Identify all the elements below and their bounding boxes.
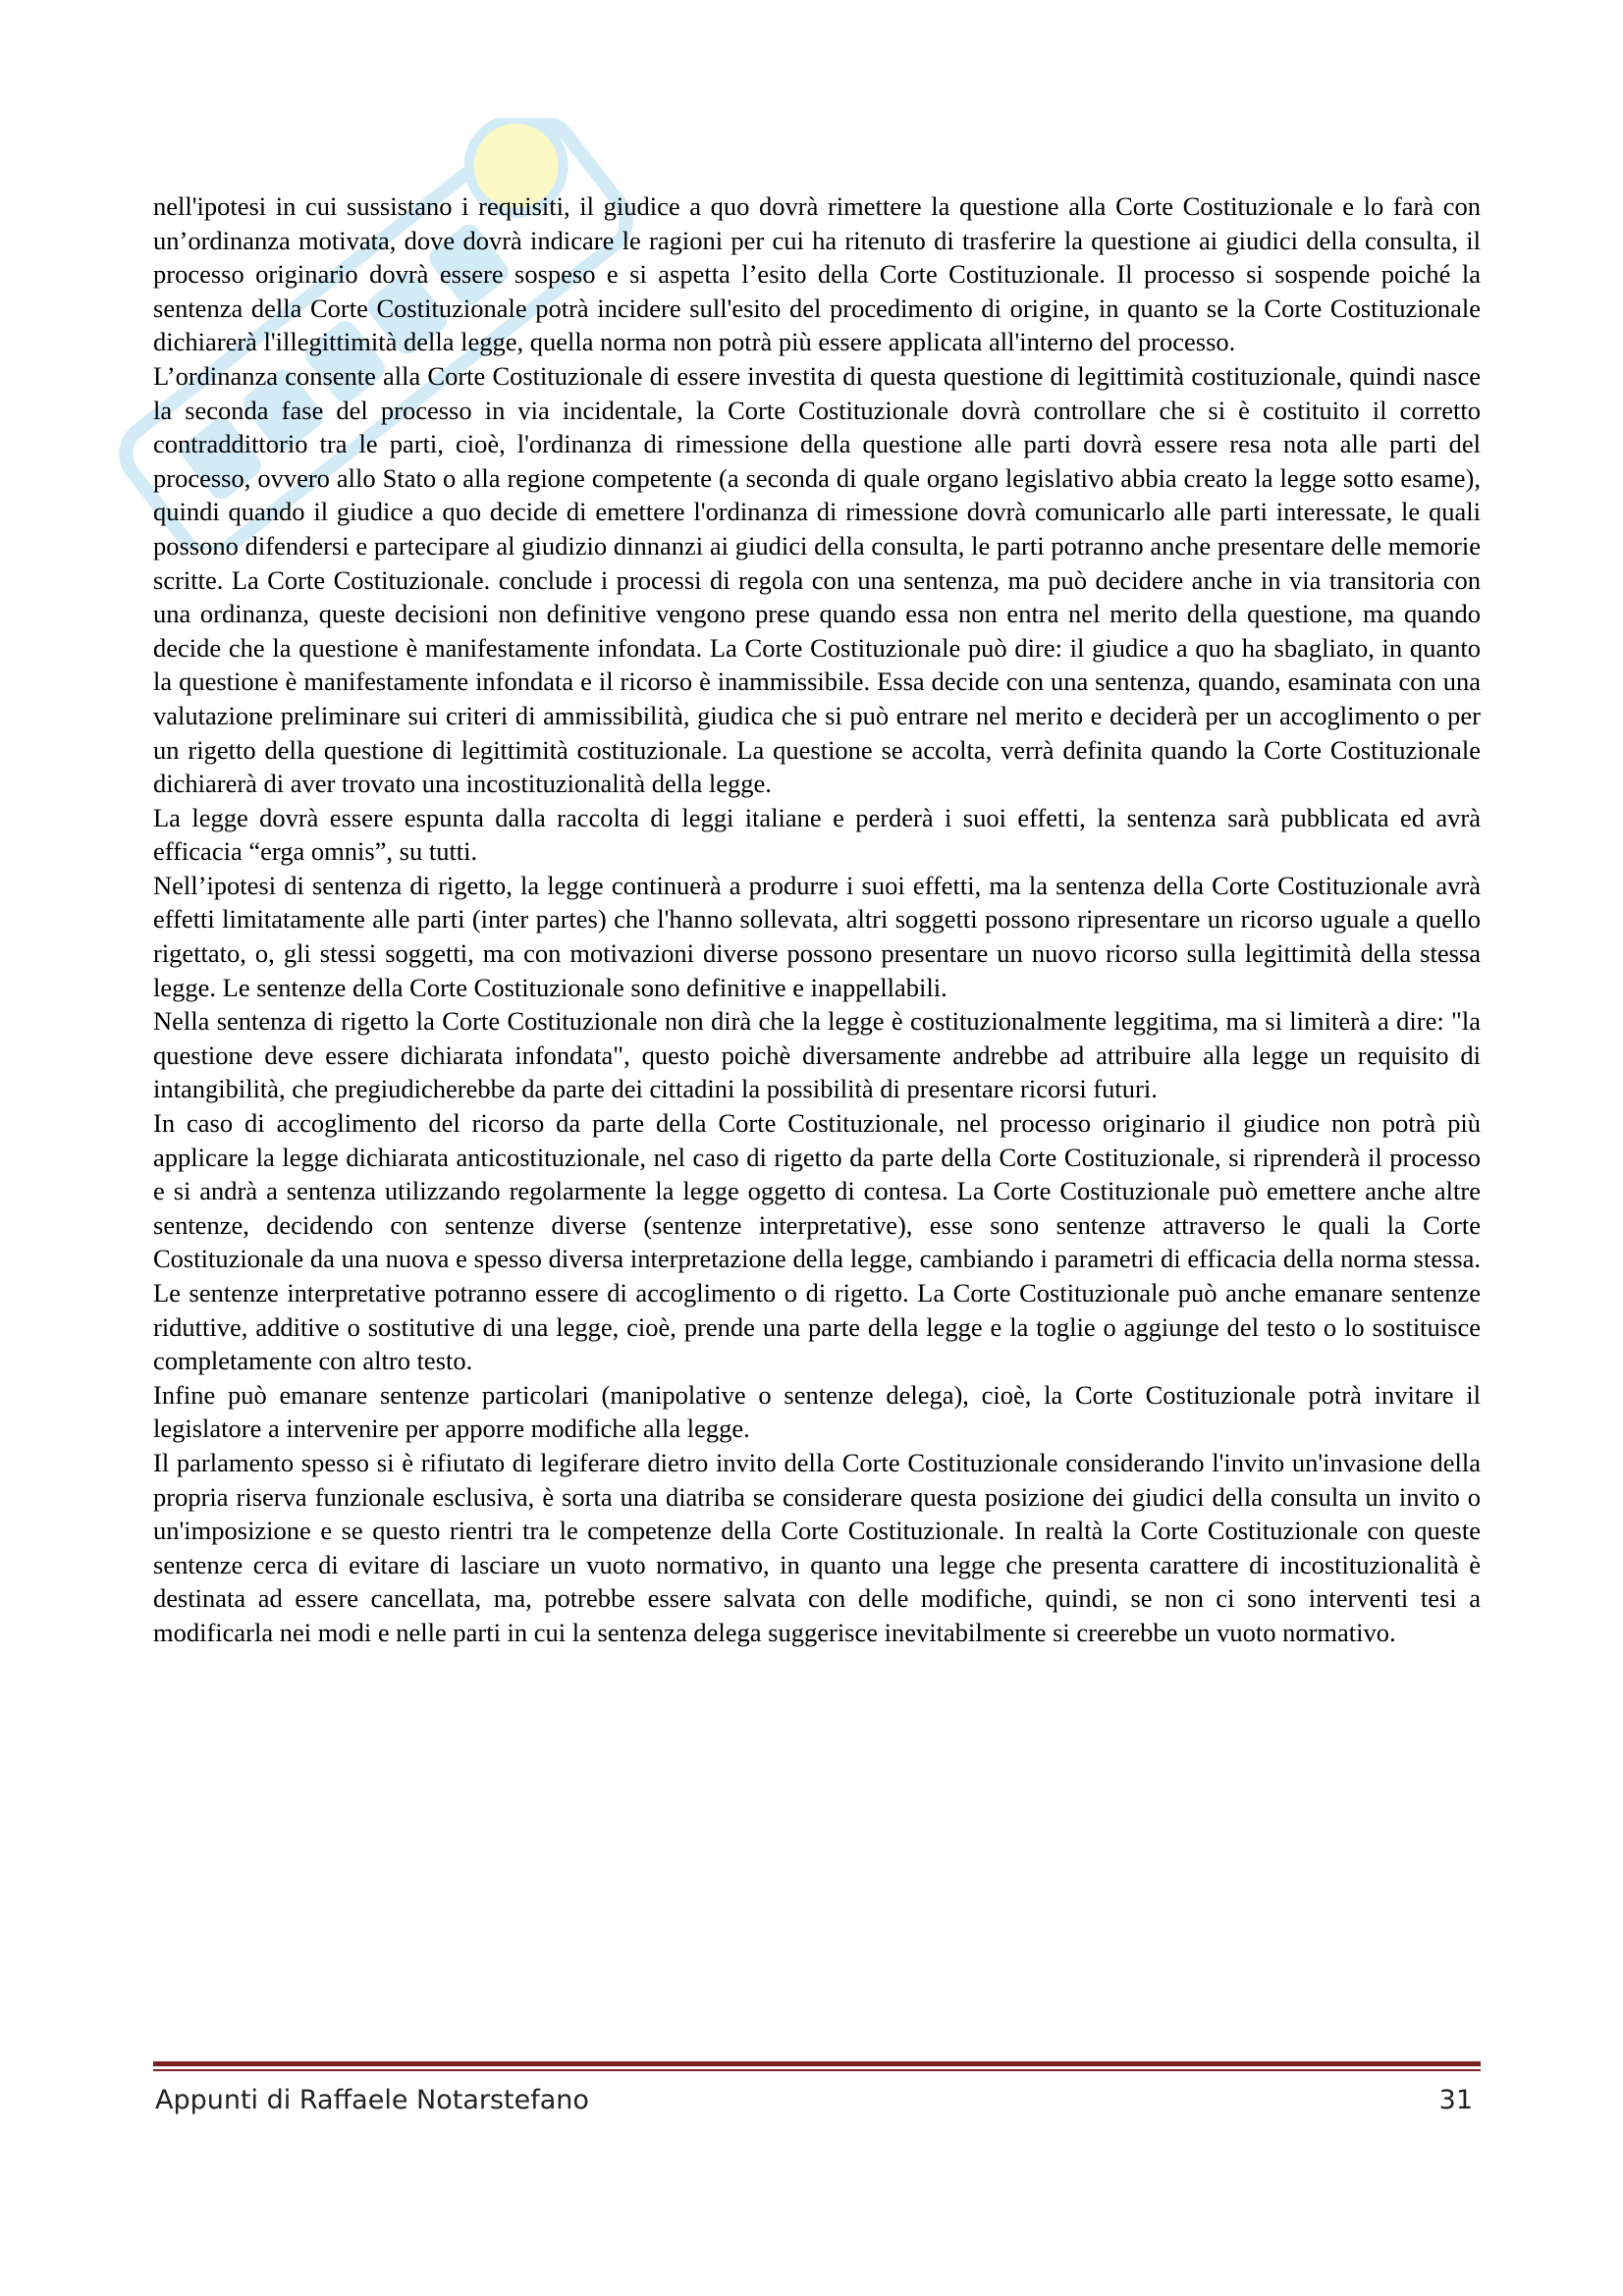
paragraph: Nella sentenza di rigetto la Corte Costituzionale non dirà che la legge è costituzionalmente leggitima, ma si limiterà a dire: "la questione deve essere dichiarata infondata", questo poichè diversamente andrebbe ad attribuire alla legge un requisito di intangibilità, che pregiudicherebbe da parte dei cittadini la possibilità di presentare ricorsi futuri. <box>153 1006 1481 1104</box>
paragraph: La legge dovrà essere espunta dalla raccolta di leggi italiane e perderà i suoi effetti, la sentenza sarà pubblicata ed avrà efficacia “erga omnis”, su tutti. <box>153 802 1481 867</box>
paragraph: Infine può emanare sentenze particolari (manipolative o sentenze delega), cioè, la Corte Costituzionale potrà invitare il legislatore a intervenire per apporre modifiche alla legge. <box>153 1379 1481 1444</box>
footer-divider-thin <box>153 2069 1481 2071</box>
paragraph: Il parlamento spesso si è rifiutato di legiferare dietro invito della Corte Costituzionale considerando l'invito un'invasione della propria riserva funzionale esclusiva, è sorta una diatriba se considerare questa posizione dei giudici della consulta un invito o un'imposizione e se questo rientri tra le competenze della Corte Costituzionale. In realtà la Corte Costituzionale con queste sentenze cerca di evitare di lasciare un vuoto normativo, in quanto una legge che presenta carattere di incostituzionalità è destinata ad essere cancellata, ma, potrebbe essere salvata con delle modifiche, quindi, se non ci sono interventi tesi a modificarla nei modi e nelle parti in cui la sentenza delega suggerisce inevitabilmente si creerebbe un vuoto normativo. <box>153 1447 1481 1647</box>
paragraph: L’ordinanza consente alla Corte Costituzionale di essere investita di questa questione di legittimità costituzionale, quindi nasce la seconda fase del processo in via incidentale, la Corte Costituzionale dovrà controllare che si è costituito il corretto contraddittorio tra le parti, cioè, l'ordinanza di rimessione della questione alle parti dovrà essere resa nota alle parti del processo, ovvero allo Stato o alla regione competente (a seconda di quale organo legislativo abbia creato la legge sotto esame), quindi quando il giudice a quo decide di emettere l'ordinanza di rimessione dovrà comunicarlo alle parti interessate, le quali possono difendersi e partecipare al giudizio dinnanzi ai giudici della consulta, le parti potranno anche presentare delle memorie scritte. La Corte Costituzionale. conclude i processi di regola con una sentenza, ma può decidere anche in via transitoria con una ordinanza, queste decisioni non definitive vengono prese quando essa non entra nel merito della questione, ma quando decide che la questione è manifestamente infondata. La Corte Costituzionale può dire: il giudice a quo ha sbagliato, in quanto la questione è manifestamente infondata e il ricorso è inammissibile. Essa decide con una sentenza, quando, esaminata con una valutazione preliminare sui criteri di ammissibilità, giudica che si può entrare nel merito e deciderà per un accoglimento o per un rigetto della questione di legittimità costituzionale. La questione se accolta, verrà definita quando la Corte Costituzionale dichiarerà di aver trovato una incostituzionalità della legge. <box>153 360 1481 799</box>
paragraph: Nell’ipotesi di sentenza di rigetto, la legge continuerà a produrre i suoi effetti, ma la sentenza della Corte Costituzionale avrà effetti limitatamente alle parti (inter partes) che l'hanno sollevata, altri soggetti possono ripresentare un ricorso uguale a quello rigettato, o, gli stessi soggetti, ma con motivazioni diverse possono presentare un nuovo ricorso sulla legittimità della stessa legge. Le sentenze della Corte Costituzionale sono definitive e inappellabili. <box>153 870 1481 1002</box>
page-footer <box>153 2081 1481 2120</box>
paragraph: nell'ipotesi in cui sussistano i requisiti, il giudice a quo dovrà rimettere la questione alla Corte Costituzionale e lo farà con un’ordinanza motivata, dove dovrà indicare le ragioni per cui ha ritenuto di trasferire la questione ai giudici della consulta, il processo originario dovrà essere sospeso e si aspetta l’esito della Corte Costituzionale. Il processo si sospende poiché la sentenza della Corte Costituzionale potrà incidere sull'esito del procedimento di origine, in quanto se la Corte Costituzionale dichiarerà l'illegittimità della legge, quella norma non potrà più essere applicata all'interno del processo. <box>153 191 1481 357</box>
footer-divider <box>153 2061 1481 2073</box>
footer-author: Appunti di Raffaele Notarstefano <box>155 2085 589 2115</box>
page-number: 31 <box>1438 2085 1473 2115</box>
footer-divider-thick <box>153 2061 1481 2066</box>
paragraph: In caso di accoglimento del ricorso da parte della Corte Costituzionale, nel processo originario il giudice non potrà più applicare la legge dichiarata anticostituzionale, nel caso di rigetto da parte della Corte Costituzionale, si riprenderà il processo e si andrà a sentenza utilizzando regolarmente la legge oggetto di contesa. La Corte Costituzionale può emettere anche altre sentenze, decidendo con sentenze diverse (sentenze interpretative), esse sono sentenze attraverso le quali la Corte Costituzionale da una nuova e spesso diversa interpretazione della legge, cambiando i parametri di efficacia della norma stessa. Le sentenze interpretative potranno essere di accoglimento o di rigetto. La Corte Costituzionale può anche emanare sentenze riduttive, additive o sostitutive di una legge, cioè, prende una parte della legge e la toglie o aggiunge del testo o lo sostituisce completamente con altro testo. <box>153 1108 1481 1376</box>
document-body <box>153 189 1481 1650</box>
